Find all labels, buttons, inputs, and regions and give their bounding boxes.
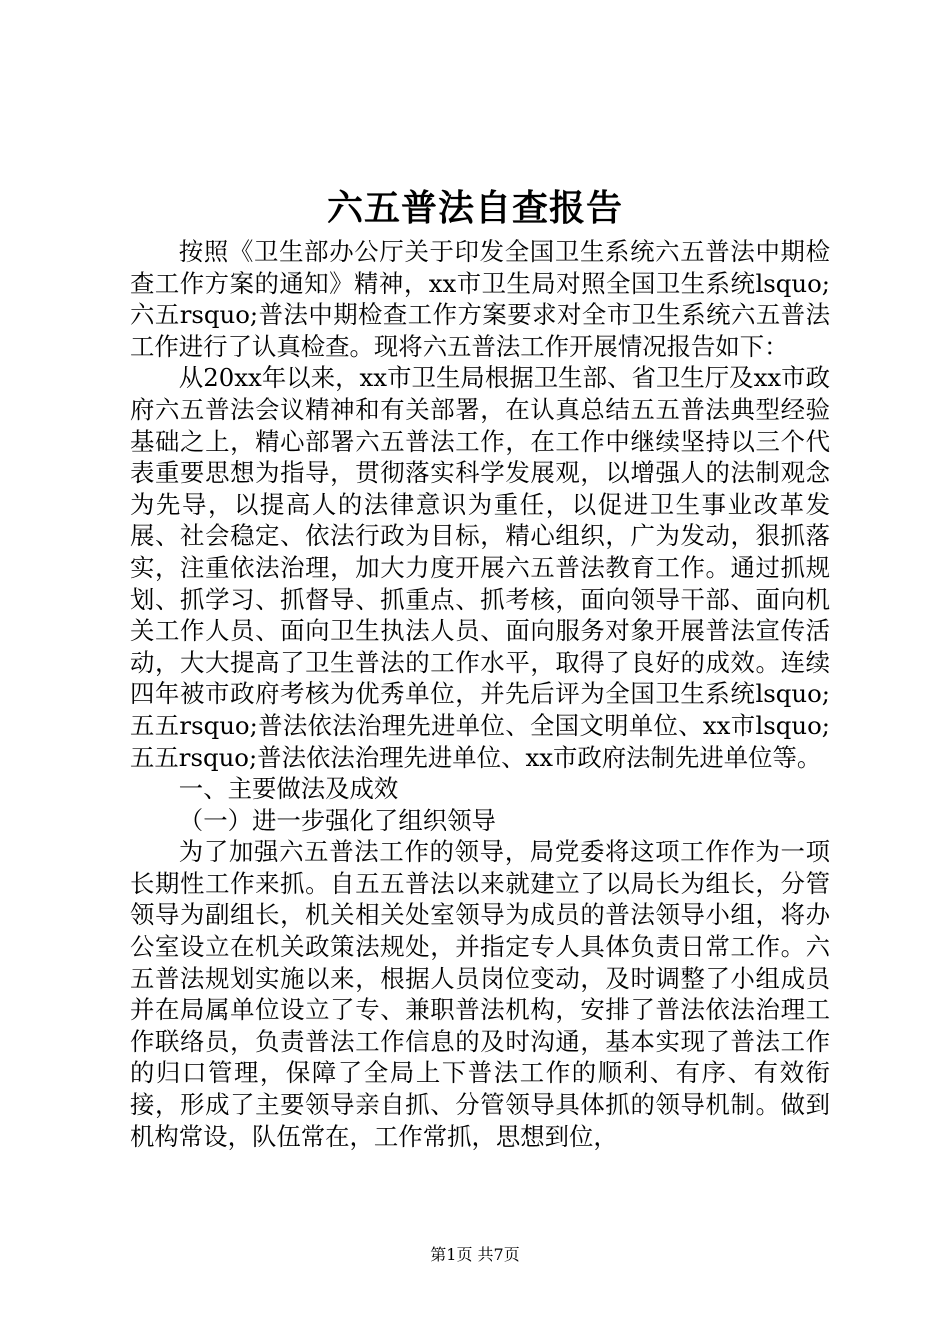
section-heading: 一、主要做法及成效: [178, 774, 399, 804]
page-footer: 第1页 共7页: [430, 1245, 520, 1264]
subsection-heading: （一）进一步强化了组织领导: [178, 805, 496, 835]
paragraph-intro: 按照《卫生部办公厅关于印发全国卫生系统六五普法中期检查工作方案的通知》精神，xx市卫生局对照全国卫生系统lsquo;六五rsquo;普法中期检查工作方案要求对全市卫生系统六五普法工作进行了认真检查。现将六五普法工作开展情况报告如下：: [130, 237, 830, 361]
paragraph-overview: 从20xx年以来，xx市卫生局根据卫生部、省卫生厅及xx市政府六五普法会议精神和有关部署，在认真总结五五普法典型经验基础之上，精心部署六五普法工作，在工作中继续坚持以三个代表重要思想为指导，贯彻落实科学发展观，以增强人的法制观念为先导，以提高人的法律意识为重任，以促进卫生事业改革发展、社会稳定、依法行政为目标，精心组织，广为发动，狠抓落实，注重依法治理，加大力度开展六五普法教育工作。通过抓规划、抓学习、抓督导、抓重点、抓考核，面向领导干部、面向机关工作人员、面向卫生执法人员、面向服务对象开展普法宣传活动，大大提高了卫生普法的工作水平，取得了良好的成效。连续四年被市政府考核为优秀单位，并先后评为全国卫生系统lsquo;五五rsquo;普法依法治理先进单位、全国文明单位、xx市lsquo;五五rsquo;普法依法治理先进单位、xx市政府法制先进单位等。: [130, 363, 830, 772]
document-title: 六五普法自查报告: [326, 187, 623, 229]
document-body: [130, 236, 830, 1152]
paragraph-organization: 为了加强六五普法工作的领导，局党委将这项工作作为一项长期性工作来抓。自五五普法以来就建立了以局长为组长，分管领导为副组长，机关相关处室领导为成员的普法领导小组，将办公室设立在机关政策法规处，并指定专人具体负责日常工作。六五普法规划实施以来，根据人员岗位变动，及时调整了小组成员并在局属单位设立了专、兼职普法机构，安排了普法依法治理工作联络员，负责普法工作信息的及时沟通，基本实现了普法工作的归口管理，保障了全局上下普法工作的顺利、有序、有效衔接，形成了主要领导亲自抓、分管领导具体抓的领导机制。做到机构常设，队伍常在，工作常抓，思想到位，: [130, 837, 830, 1151]
